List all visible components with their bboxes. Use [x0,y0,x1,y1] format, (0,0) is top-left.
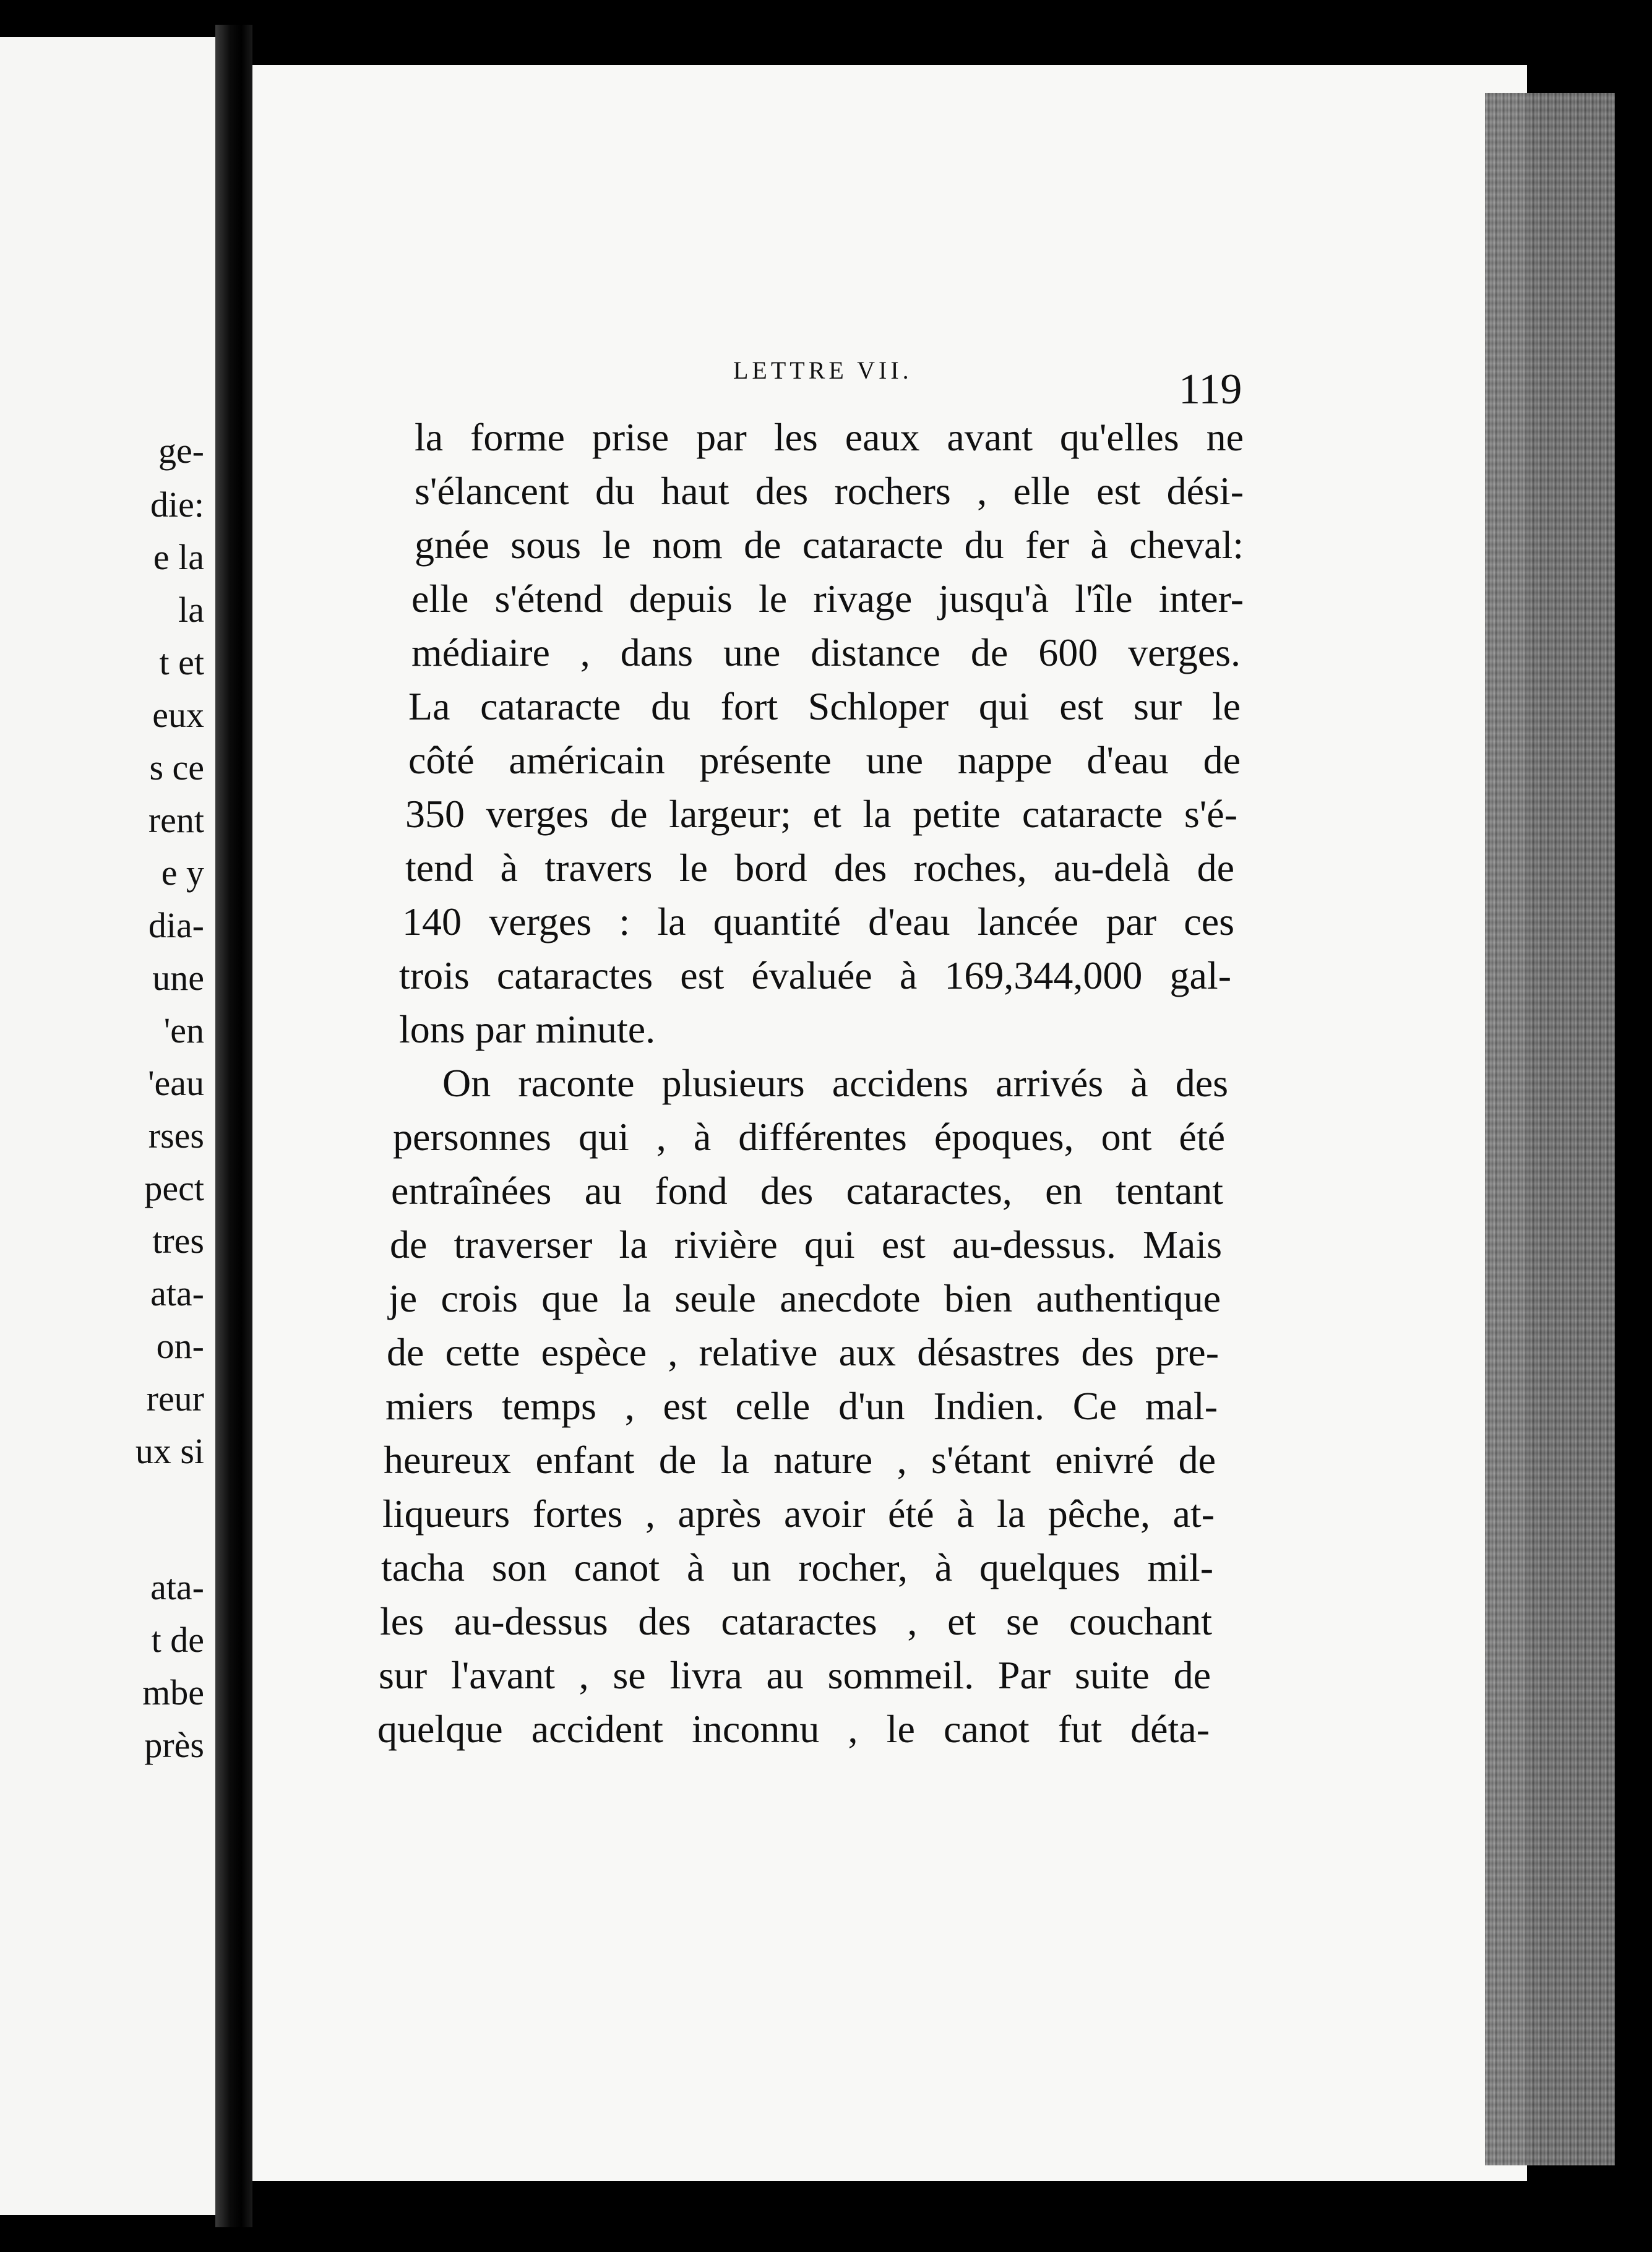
text-line: liqueurs fortes , après avoir été à la pêche, at- [382,1492,1215,1536]
text-line: je crois que la seule anecdote bien authentique [389,1276,1221,1320]
left-line: ata- [150,1273,204,1313]
left-line: 'en [163,1010,204,1051]
text-line: entraînées au fond des cataractes, en tentant [391,1169,1223,1213]
text-line: côté américain présente une nappe d'eau de [408,738,1241,782]
page-edges [1485,93,1615,2165]
left-line: die: [150,484,204,525]
text-line: médiaire , dans une distance de 600 verges. [411,630,1241,674]
text-line: s'élancent du haut des rochers , elle est dési- [415,469,1244,513]
text-line: miers temps , est celle d'un Indien. Ce mal- [385,1384,1218,1428]
running-head: LETTRE VII. [733,356,913,384]
text-line: tend à travers le bord des roches, au-delà de [405,846,1234,890]
left-line: s ce [149,747,204,788]
book-gutter [215,25,252,2227]
left-line: 'eau [148,1063,204,1103]
text-line: 140 verges : la quantité d'eau lancée par ces [402,900,1234,943]
left-line: près [144,1725,204,1765]
text-line: lons par minute. [399,1007,656,1051]
left-line: ux si [135,1431,204,1471]
text-line: de traverser la rivière qui est au-dessus. Mais [390,1223,1222,1266]
left-line: une [152,958,204,998]
left-line: la [178,590,204,630]
left-line: eux [152,695,204,735]
left-line: on- [156,1326,204,1366]
left-page [0,37,220,2215]
left-page-text-fragments [0,37,204,2215]
text-line: 350 verges de largeur; et la petite cataracte s'é- [405,792,1237,836]
left-line: t de [151,1620,204,1660]
left-line: reur [146,1378,204,1419]
left-line: pect [144,1168,204,1208]
text-line: gnée sous le nom de cataracte du fer à cheval: [415,523,1244,567]
left-line: dia- [148,905,204,945]
left-line: mbe [142,1672,204,1713]
text-line: sur l'avant , se livra au sommeil. Par suite de [379,1653,1211,1697]
text-line: personnes qui , à différentes époques, ont été [393,1115,1225,1159]
left-line: e la [153,537,204,577]
left-line: ata- [150,1567,204,1607]
text-line: les au-dessus des cataractes , et se couchant [380,1599,1212,1643]
text-line: tacha son canot à un rocher, à quelques mil- [381,1545,1213,1589]
left-line: t et [159,642,204,682]
text-line: quelque accident inconnu , le canot fut déta- [377,1707,1210,1751]
left-line: rses [148,1115,204,1156]
text-line: La cataracte du fort Schloper qui est sur le [408,684,1241,728]
page-number: 119 [1179,366,1242,413]
left-line: rent [148,800,204,840]
text-line: trois cataractes est évaluée à 169,344,000 gal- [399,953,1231,997]
left-line: ge- [158,431,204,471]
left-line: tres [152,1221,204,1261]
text-line: On raconte plusieurs accidens arrivés à des [442,1061,1228,1105]
text-line: de cette espèce , relative aux désastres des pre- [387,1330,1219,1374]
text-line: heureux enfant de la nature , s'étant enivré de [384,1438,1216,1482]
text-line: elle s'étend depuis le rivage jusqu'à l'île inter- [411,577,1244,621]
left-line: e y [161,853,204,893]
text-line: la forme prise par les eaux avant qu'elles ne [415,415,1244,459]
